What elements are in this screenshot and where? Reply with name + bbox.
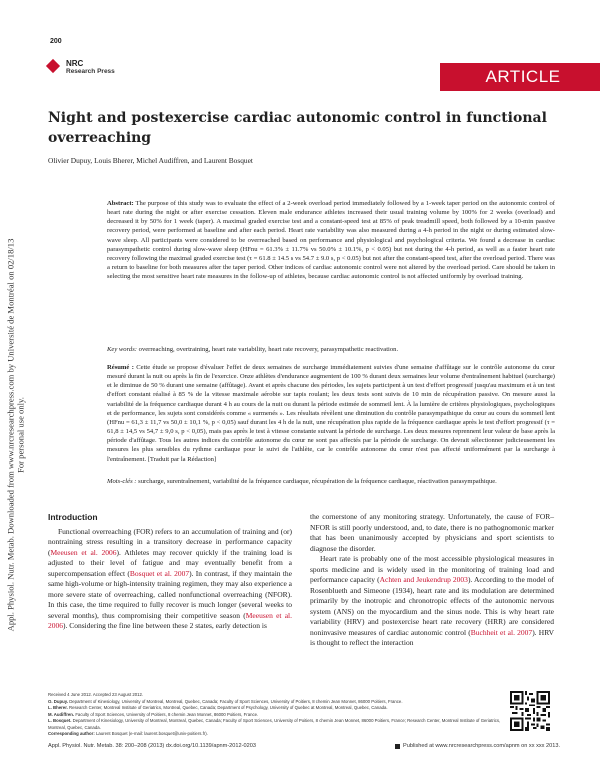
intro-text: ). HRV is thought to reflect the interaction <box>310 627 555 647</box>
intro-paragraph <box>310 554 554 649</box>
abstract-label: Abstract: <box>107 200 134 207</box>
article-title: Night and postexercise cardiac autonomic control in functional overreaching <box>48 110 547 146</box>
affiliation-note <box>48 718 503 731</box>
keywords <box>107 345 555 354</box>
author-list: Olivier Dupuy, Louis Bherer, Michel Audiffren, and Laurent Bosquet <box>48 156 253 165</box>
footnotes <box>48 692 503 738</box>
resume-label: Résumé : <box>107 364 134 371</box>
motscles-text: surcharge, surentraînement, variabilité de la fréquence cardiaque, récupération de la fréquence cardiaque, réactivation parasympathique. <box>138 478 497 485</box>
abstract-text: The purpose of this study was to evaluate the effect of a 2-week overload period immediately followed by a 1-week taper period on the autonomic control of heart rate during the night or after exercise cessation. Eleven male endurance athletes increased their usual training volume by 100% for 2 weeks (overload) and decreased it by 50% for 1 week (taper). A maximal graded exercise test and a constant-speed test at 85% of peak treadmill speed, both followed by a 10-min passive recovery period, were performed at baseline and after each period. Heart rate variability was also measured during a 4-h period in the night or during estimated slow-wave sleep. All participants were considered to be overreached based on performance and physiological and psychological criteria. We found a decrease in cardiac parasympathetic control during slow-wave sleep (HFnu = 61.3% ± 11.7% vs 50.0% ± 10.1%, p < 0.05) but not during the 4-h period, as well as a faster heart rate recovery following the maximal graded exercise test (τ = 61.8 ± 14.5 s vs 54.7 ± 9.0 s, p < 0.05) but not after the constant-speed test, after the overload period. There was a return to baseline for both measures after the taper period. Other indices of cardiac autonomic control were not altered by the overload period. Care should be taken in selecting the most sensitive heart rate measures in the follow-up of athletes, because cardiac autonomic control is not affected uniformly by overload training. <box>107 200 556 281</box>
nrc-logo-icon <box>48 61 62 75</box>
article-type-banner: ARTICLE <box>446 63 600 91</box>
bullet-square-icon <box>395 744 400 749</box>
affiliation-author: L. Bherer. <box>48 705 68 710</box>
citation-link[interactable]: Bosquet et al. 2007 <box>129 568 190 578</box>
corresponding-text[interactable]: Laurent Bosquet (e-mail: laurent.bosquet@univ-poitiers.fr). <box>96 731 208 736</box>
intro-text: ). In contrast, if they maintain the same high-volume or high-intensity training regimen, they may also experience a more severe state of overreaching, called nonfunctional overreaching (NFOR). In this case, the time required to fully recover is much longer (several weeks to several months), thus compromising their competitive season ( <box>48 568 292 620</box>
abstract <box>107 199 555 281</box>
corresponding-author <box>48 731 503 738</box>
keywords-text: overreaching, overtraining, heart rate variability, heart rate recovery, parasympathetic reactivation. <box>138 346 399 353</box>
intro-text: Functional overreaching (FOR) refers to an accumulation of training and (or) nontraining stress resulting in a transitory decrease in performance capacity ( <box>48 526 292 557</box>
intro-text: ). According to the model of Rosenblueth and Simeone (1934), heart rate and its modulation are determined primarily by the inotropic and chronotropic effects of the autonomic nervous system (ANS) on the myocardium and the sinus node. This is why heart rate variability (HRV) and postexercise heart rate recovery (HRR) are considered noninvasive measures of cardiac autonomic control ( <box>310 575 555 637</box>
body-column-right <box>310 512 554 649</box>
publication-text: Published at www.nrcresearchpress.com/apnm on xx xxx 2013. <box>403 743 561 749</box>
publisher-subname: Research Press <box>66 68 115 75</box>
intro-paragraph: the cornerstone of any monitoring strategy. Unfortunately, the cause of FOR–NFOR is still poorly understood, and, to date, there is no pathognomonic marker that has been unanimously accepted by physicians and sport scientists to diagnose the disorder. <box>310 512 554 553</box>
download-notice-line1: Appl. Physiol. Nutr. Metab. Downloaded from www.nrcresearchpress.com by Université de Montréal on 02/18/13 <box>5 238 16 632</box>
download-notice-line2: For personal use only. <box>15 397 26 473</box>
citation-link[interactable]: Buchheit et al. 2007 <box>470 627 533 637</box>
affiliation-text: Research Center, Montreal Institute of Geriatrics, Montreal, Quebec, Canada; Department of Psychology, University of Quebec at Montreal, Montreal, Quebec, Canada. <box>69 705 388 710</box>
affiliation-author: O. Dupuy. <box>48 698 68 704</box>
motscles-label: Mots-clés : <box>107 478 137 485</box>
qr-code-icon[interactable] <box>510 691 550 731</box>
french-abstract <box>107 363 555 464</box>
download-notice <box>2 170 28 700</box>
resume-text: Cette étude se propose d'évaluer l'effet de deux semaines de surcharge immédiatement suivies d'une semaine d'affûtage sur le contrôle autonome du cœur mesuré durant la nuit ou après la fin de l'exercice. Onze athlètes d'endurance augmentent de 100 % durant deux semaines leur volume d'entraînement habituel (surcharge) et le diminue de 50 % durant une semaine (affûtage). Avant et après chacune des périodes, les sujets participent à un test d'effort progressif jusqu'au maximum et à un test d'effort constant réalisé à 85 % de la vitesse maximale aérobie sur tapis roulant; les deux tests sont suivis de 10 min de récupération passive. On mesure aussi la variabilité de la fréquence cardiaque durant 4 h au cours de la nuit ou durant la période estimée de sommeil lent. À la lumière de critères physiologiques, psychologiques et de performance, les sujets sont considérés comme « surmenés ». Les résultats révèlent une diminution du contrôle parasympathique du cœur au cours du sommeil lent (HFnu = 61,3 ± 11,7 vs 50,0 ± 10,1 %, p < 0,05) sauf durant les 4 h de la nuit, une récupération plus rapide de la fréquence cardiaque après le test d'effort progressif (τ = 61,8 ± 14,5 vs 54,7 ± 9,0 s, p < 0,05), mais pas après le test à vitesse constante suivant la période de surcharge. Les deux mesures reprennent leur valeur de base après la période d'affûtage. Tous les autres indices du contrôle autonome du cœur ne sont pas affectés par la période de surcharge. On devrait sélectionner judicieusement les mesures les plus sensibles du rythme cardiaque pour le suivi de l'athlète, car le contrôle autonome du cœur n'est pas affecté uniformément par la surcharge à l'entraînement. [Traduit par la Rédaction] <box>107 364 556 463</box>
keywords-label: Key words: <box>107 346 137 353</box>
citation-footer: Appl. Physiol. Nutr. Metab. 38: 200–208 (2013) dx.doi.org/10.1139/apnm-2012-0203 <box>48 743 256 749</box>
intro-paragraph <box>48 527 292 632</box>
citation-link[interactable]: Meeusen et al. 2006 <box>48 610 292 630</box>
affiliation-text: Department of Kinesiology, University of Montreal, Montreal, Quebec, Canada; Faculty of Sport Sciences, University of Poitiers, 8 chemin Jean Monnet, 86000 Poitiers, France; Research Center, Montreal Institute of Geriatrics, Montreal, Quebec, Canada. <box>48 718 501 730</box>
received-date: Received 4 June 2012. Accepted 23 August 2012. <box>48 692 144 697</box>
publication-footer <box>395 743 560 749</box>
affiliation-text: Department of Kinesiology, University of Montreal, Montreal, Quebec, Canada; Faculty of Sport Sciences, University of Poitiers, 8 chemin Jean Monnet, 86000 Poitiers, France. <box>69 698 403 704</box>
body-column-left <box>48 512 292 632</box>
publisher-name: NRC <box>66 59 84 68</box>
corresponding-label: Corresponding author: <box>48 731 95 736</box>
affiliation-author: M. Audiffren. <box>48 711 75 717</box>
section-heading-introduction: Introduction <box>48 512 98 522</box>
intro-text: ). Considering the fine line between these 2 states, early detection is <box>63 621 267 630</box>
french-keywords <box>107 477 555 486</box>
publisher-logo <box>48 60 115 76</box>
citation-link[interactable]: Meeusen et al. 2006 <box>50 547 117 557</box>
page-number: 200 <box>50 38 62 45</box>
affiliation-author: L. Bosquet. <box>48 718 72 723</box>
affiliation-text: Faculty of Sport Sciences, University of Poitiers, 8 chemin Jean Monnet, 86000 Poitiers, France. <box>75 711 259 717</box>
intro-text: Heart rate is probably one of the most accessible physiological measures in sports medicine and is widely used in the monitoring of training load and performance capacity ( <box>310 554 554 584</box>
intro-text: ). Athletes may recover quickly if the training load is adjusted to their level of fatigue and may eventually benefit from a supercompensation effect ( <box>48 547 292 578</box>
citation-link[interactable]: Achten and Jeukendrup 2003 <box>379 575 468 584</box>
